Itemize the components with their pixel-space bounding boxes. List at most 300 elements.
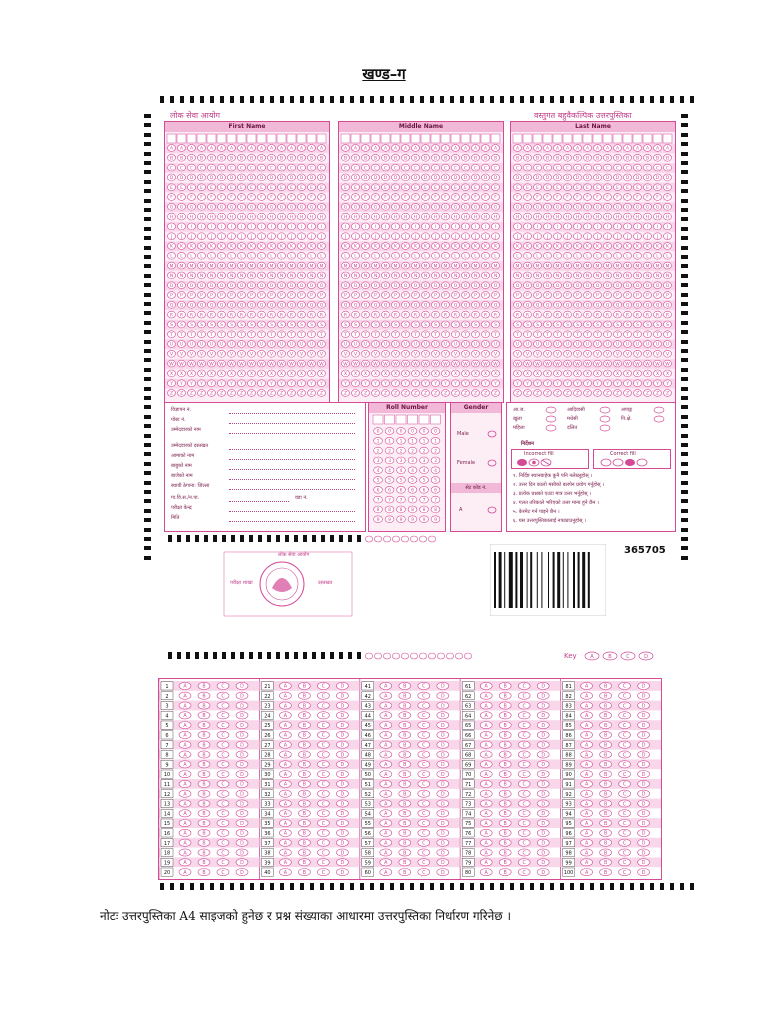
strip-mark [321, 652, 325, 659]
timing-mark [560, 883, 564, 890]
bubble-letter: T [494, 332, 497, 338]
incorrect-fill-example [511, 449, 589, 469]
bubble-letter: L [384, 254, 387, 260]
answer-option-letter: D [541, 723, 546, 729]
bubble-letter: H [309, 215, 314, 221]
timing-mark [670, 883, 674, 890]
bubble-letter: Y [300, 381, 303, 387]
instruction-item: २. उत्तर दिन कालो मसीको बलपेन प्रयोग गर्नुहोस् । [513, 482, 605, 488]
bubble-letter: W [605, 362, 610, 368]
bubble-letter: M [615, 264, 620, 270]
category-bubble[interactable] [545, 406, 557, 414]
bubble-letter: W [483, 362, 488, 368]
timing-mark [270, 883, 274, 890]
bubble-letter: B [565, 156, 570, 162]
bubble-letter: H [595, 215, 600, 221]
bubble-letter: S [190, 323, 193, 329]
bubble-letter: H [473, 215, 478, 221]
answer-option-letter: C [321, 753, 326, 759]
answer-option-letter: D [641, 753, 646, 759]
bubble-letter: Y [180, 381, 183, 387]
bubble-letter: B [299, 156, 304, 162]
bubble-letter: U [189, 342, 194, 348]
bubble-letter: F [404, 195, 407, 201]
bubble-letter: F [374, 195, 377, 201]
name-write-box[interactable] [523, 134, 532, 143]
name-write-box[interactable] [371, 134, 380, 143]
roll-digit: 0 [399, 429, 403, 435]
name-write-box[interactable] [381, 134, 390, 143]
bubble-letter: E [170, 185, 173, 191]
bubble-letter: K [414, 244, 417, 250]
bubble-letter: D [615, 176, 620, 182]
bubble-letter: Q [585, 303, 590, 309]
bubble-letter: S [536, 323, 539, 329]
bubble-letter: B [655, 156, 660, 162]
name-write-box[interactable] [533, 134, 542, 143]
bubble-letter: R [309, 313, 314, 319]
timing-mark [450, 883, 454, 890]
bubble-letter: Q [463, 303, 468, 309]
bubble-letter: L [516, 254, 519, 260]
bubble-letter: Z [575, 391, 580, 397]
bubble-letter: X [353, 372, 358, 378]
name-write-box[interactable] [461, 134, 470, 143]
question-number: 23 [264, 703, 271, 710]
name-write-box[interactable] [277, 134, 286, 143]
bubble-letter: R [555, 313, 560, 319]
bubble-letter: C [393, 166, 398, 172]
bubble-letter: L [606, 254, 609, 260]
form-field-line[interactable] [229, 511, 355, 512]
answer-option-letter: D [641, 772, 646, 778]
name-write-box[interactable] [633, 134, 642, 143]
roll-write-box[interactable] [408, 415, 418, 424]
form-field-label: उम्मेदवारको दस्तखत [171, 443, 209, 449]
roll-write-box[interactable] [373, 415, 383, 424]
question-number: 58 [364, 850, 371, 857]
bubble-letter: K [656, 244, 659, 250]
name-write-box[interactable] [237, 134, 246, 143]
question-number: 5 [165, 723, 169, 730]
timing-mark [530, 883, 534, 890]
category-bubble[interactable] [599, 424, 611, 432]
bubble-letter: T [394, 332, 397, 338]
name-write-box[interactable] [421, 134, 430, 143]
question-number: 53 [364, 801, 371, 808]
bubble-letter: F [230, 195, 233, 201]
answer-option-letter: A [584, 694, 589, 700]
name-write-box[interactable] [197, 134, 206, 143]
answer-option-letter: C [422, 831, 426, 837]
answer-option-letter: D [541, 821, 546, 827]
name-write-box[interactable] [653, 134, 662, 143]
bubble-letter: A [189, 146, 194, 152]
name-write-box[interactable] [217, 134, 226, 143]
form-field-line[interactable] [229, 501, 289, 502]
answer-option-letter: C [422, 772, 426, 778]
bubble-letter: F [536, 195, 539, 201]
timing-mark [330, 96, 334, 103]
answer-option-letter: B [503, 753, 507, 759]
bubble-letter: T [666, 332, 669, 338]
bubble-letter: L [210, 254, 213, 260]
timing-mark [390, 96, 394, 103]
bubble-letter: B [383, 156, 388, 162]
answer-option-letter: D [541, 753, 546, 759]
name-write-box[interactable] [227, 134, 236, 143]
question-number: 3 [165, 703, 169, 710]
bubble-letter: R [383, 313, 388, 319]
bubble-letter: Q [289, 303, 294, 309]
name-write-box[interactable] [307, 134, 316, 143]
timing-mark [520, 96, 524, 103]
bubble-letter: C [625, 166, 630, 172]
bubble-letter: R [655, 313, 660, 319]
bubble-letter: R [645, 313, 650, 319]
bubble-letter: Z [625, 391, 630, 397]
answer-option-letter: D [541, 743, 546, 749]
roll-digit: 1 [411, 439, 414, 445]
answer-option-letter: A [283, 694, 288, 700]
barcode-bar [541, 552, 542, 608]
bubble-letter: W [615, 362, 620, 368]
bubble-letter: J [374, 234, 377, 240]
answer-option-letter: B [403, 792, 407, 798]
form-field-line[interactable] [229, 413, 355, 414]
question-number: 14 [163, 811, 171, 818]
name-write-box[interactable] [297, 134, 306, 143]
timing-mark [681, 293, 688, 297]
timing-mark [144, 321, 151, 325]
timing-mark [680, 96, 684, 103]
bubble-letter: A [515, 146, 520, 152]
form-field-line[interactable] [229, 489, 355, 490]
name-write-box[interactable] [613, 134, 622, 143]
timing-mark [430, 96, 434, 103]
name-write-box[interactable] [167, 134, 176, 143]
bubble-letter: T [200, 332, 203, 338]
name-write-box[interactable] [491, 134, 500, 143]
answer-option-letter: D [340, 792, 345, 798]
bubble-letter: N [249, 274, 254, 280]
category-bubble[interactable] [545, 415, 557, 423]
timing-mark [660, 883, 664, 890]
roll-write-box[interactable] [396, 415, 406, 424]
timing-mark [450, 96, 454, 103]
strip-mark [186, 535, 190, 542]
roll-digit: 2 [411, 449, 414, 455]
name-write-box[interactable] [513, 134, 522, 143]
bubble-letter: W [545, 362, 550, 368]
answer-option-letter: C [321, 743, 326, 749]
answer-option-letter: B [603, 812, 608, 818]
bubble-letter: E [300, 185, 303, 191]
bubble-letter: P [424, 293, 427, 299]
gender-male-bubble[interactable] [487, 430, 497, 438]
bubble-letter: X [383, 372, 388, 378]
name-write-box[interactable] [583, 134, 592, 143]
timing-mark [540, 883, 544, 890]
timing-mark [360, 96, 364, 103]
bubble-letter: T [374, 332, 377, 338]
name-write-box[interactable] [317, 134, 326, 143]
answer-option-letter: A [484, 772, 488, 778]
form-field-line[interactable] [229, 433, 355, 434]
bubble-letter: I [666, 225, 669, 231]
name-write-box[interactable] [441, 134, 450, 143]
bubble-letter: P [190, 293, 193, 299]
strip-mark [267, 652, 271, 659]
name-write-box[interactable] [361, 134, 370, 143]
bubble-letter: M [209, 264, 214, 270]
answer-option-letter: D [340, 831, 345, 837]
roll-digit: 0 [376, 429, 380, 435]
bubble-letter: S [270, 323, 273, 329]
serial-number: 365705 [624, 545, 666, 556]
strip-mark [168, 652, 172, 659]
bubble-letter: F [260, 195, 263, 201]
bubble-letter: K [180, 244, 183, 250]
bubble-letter: X [393, 372, 398, 378]
bubble-letter: P [546, 293, 549, 299]
roll-digit: 4 [399, 468, 403, 474]
roll-digit: 9 [422, 517, 426, 523]
name-write-box[interactable] [603, 134, 612, 143]
bubble-letter: M [403, 264, 408, 270]
category-bubble[interactable] [599, 406, 611, 414]
bubble-letter: I [616, 225, 619, 231]
bubble-letter: O [463, 283, 468, 289]
bubble-letter: W [535, 362, 540, 368]
bubble-letter: Z [443, 391, 448, 397]
name-write-box[interactable] [471, 134, 480, 143]
bubble-letter: U [555, 342, 560, 348]
bubble-letter: Y [190, 381, 193, 387]
bubble-letter: Z [199, 391, 204, 397]
bubble-letter: V [309, 352, 314, 358]
form-field-label: उम्मेदवारको नाम [171, 427, 201, 433]
bubble-letter: F [170, 195, 173, 201]
bubble-letter: H [289, 215, 294, 221]
question-number: 70 [465, 772, 472, 779]
timing-mark [681, 114, 688, 118]
bubble-letter: A [249, 146, 254, 152]
roll-digit: 5 [411, 478, 414, 484]
answer-option-letter: A [384, 772, 388, 778]
form-field-line[interactable] [229, 479, 355, 480]
roll-digit: 6 [422, 488, 426, 494]
timing-mark [380, 96, 384, 103]
bubble-letter: I [434, 225, 437, 231]
answer-option-letter: D [641, 870, 646, 876]
answer-option-letter: D [340, 782, 345, 788]
bubble-letter: E [566, 185, 569, 191]
timing-mark [620, 883, 624, 890]
form-field-label: बाजेको नाम [171, 473, 193, 479]
timing-mark [440, 96, 444, 103]
bubble-letter: Z [635, 391, 640, 397]
name-write-box[interactable] [401, 134, 410, 143]
roll-digit: 4 [411, 468, 414, 474]
answer-option-letter: C [422, 753, 426, 759]
bubble-letter: J [526, 234, 529, 240]
name-write-box[interactable] [341, 134, 350, 143]
bubble-letter: L [170, 254, 173, 260]
answer-option-letter: C [622, 772, 627, 778]
name-write-box[interactable] [663, 134, 672, 143]
bubble-letter: W [179, 362, 184, 368]
answer-option-letter: A [384, 743, 388, 749]
answer-option-letter: D [641, 821, 646, 827]
first-name-bubble-grid [165, 122, 329, 402]
bubble-letter: I [374, 225, 377, 231]
category-bubble[interactable] [653, 406, 665, 414]
name-write-box[interactable] [411, 134, 420, 143]
bubble-letter: E [656, 185, 659, 191]
roll-write-box[interactable] [419, 415, 429, 424]
name-write-box[interactable] [573, 134, 582, 143]
answer-option-letter: B [403, 802, 407, 808]
bubble-letter: P [374, 293, 377, 299]
answer-option-letter: A [584, 714, 589, 720]
name-write-box[interactable] [451, 134, 460, 143]
answer-option-letter: B [603, 763, 608, 769]
timing-mark [681, 518, 688, 522]
bubble-letter: U [309, 342, 314, 348]
bubble-letter: Y [464, 381, 467, 387]
question-number: 52 [364, 791, 371, 798]
name-write-box[interactable] [287, 134, 296, 143]
bubble-letter: Q [259, 303, 264, 309]
bubble-letter: X [199, 372, 204, 378]
bubble-letter: U [665, 342, 670, 348]
bubble-letter: N [575, 274, 580, 280]
bubble-letter: J [566, 234, 569, 240]
roll-digit: 3 [411, 459, 414, 465]
name-write-box[interactable] [351, 134, 360, 143]
bubble-letter: S [434, 323, 437, 329]
timing-mark [250, 96, 254, 103]
category-bubble[interactable] [653, 415, 665, 423]
roll-write-box[interactable] [431, 415, 441, 424]
set-code-bubble[interactable] [487, 506, 497, 514]
category-label: खुला [513, 416, 522, 422]
name-write-box[interactable] [623, 134, 632, 143]
form-field-line[interactable] [229, 459, 355, 460]
answer-option-letter: B [302, 782, 307, 788]
name-write-box[interactable] [187, 134, 196, 143]
gender-female-bubble[interactable] [487, 459, 497, 467]
question-number: 87 [565, 742, 572, 749]
bubble-letter: Z [249, 391, 254, 397]
name-write-box[interactable] [207, 134, 216, 143]
bubble-letter: E [364, 185, 367, 191]
form-field-line[interactable] [229, 423, 355, 424]
name-write-box[interactable] [553, 134, 562, 143]
bubble-letter: M [483, 264, 488, 270]
name-write-box[interactable] [593, 134, 602, 143]
name-write-box[interactable] [391, 134, 400, 143]
category-bubble[interactable] [545, 424, 557, 432]
roll-digit: 6 [411, 488, 414, 494]
form-field-line[interactable] [229, 469, 355, 470]
bubble-letter: A [363, 146, 368, 152]
timing-mark [681, 199, 688, 203]
timing-mark [400, 96, 404, 103]
bubble-letter: M [393, 264, 398, 270]
name-write-box[interactable] [267, 134, 276, 143]
answer-option-letter: D [240, 802, 244, 808]
answer-option-letter: B [302, 841, 307, 847]
form-field-line[interactable] [229, 521, 355, 522]
bubble-letter: C [279, 166, 284, 172]
bubble-letter: D [279, 176, 284, 182]
answer-option-letter: A [384, 733, 388, 739]
name-write-box[interactable] [247, 134, 256, 143]
answer-option-letter: D [240, 772, 244, 778]
bubble-letter: D [179, 176, 184, 182]
name-write-box[interactable] [563, 134, 572, 143]
question-number: 17 [163, 840, 171, 847]
name-write-box[interactable] [177, 134, 186, 143]
answer-option-letter: B [302, 821, 307, 827]
name-write-box[interactable] [543, 134, 552, 143]
timing-mark [240, 96, 244, 103]
bubble-letter: E [454, 185, 457, 191]
bubble-letter: O [239, 283, 244, 289]
answer-option-letter: A [484, 723, 488, 729]
timing-mark [630, 96, 634, 103]
roll-write-box[interactable] [385, 415, 395, 424]
roll-digit: 3 [422, 459, 426, 465]
bubble-letter: H [493, 215, 498, 221]
strip-mark [303, 535, 307, 542]
answer-option-letter: C [522, 802, 526, 808]
bubble-letter: W [665, 362, 670, 368]
answer-option-letter: B [403, 684, 407, 690]
answer-option-letter: D [240, 753, 244, 759]
bubble-letter: O [269, 283, 274, 289]
bubble-letter: R [289, 313, 294, 319]
answer-option-letter: C [422, 812, 426, 818]
category-bubble[interactable] [599, 415, 611, 423]
bubble-letter: P [384, 293, 387, 299]
name-write-box[interactable] [643, 134, 652, 143]
bubble-letter: W [299, 362, 304, 368]
bubble-letter: G [515, 205, 520, 211]
bubble-letter: X [209, 372, 214, 378]
bubble-letter: J [484, 234, 487, 240]
answer-option-letter: D [440, 821, 445, 827]
answer-option-letter: A [283, 733, 288, 739]
strip-mark [303, 652, 307, 659]
bubble-letter: S [636, 323, 639, 329]
roll-digit: 7 [399, 498, 403, 504]
timing-mark [144, 227, 151, 231]
name-write-box[interactable] [257, 134, 266, 143]
bubble-letter: E [210, 185, 213, 191]
form-field-line[interactable] [229, 449, 355, 450]
bubble-letter: C [309, 166, 314, 172]
timing-mark [480, 883, 484, 890]
name-write-box[interactable] [431, 134, 440, 143]
bubble-letter: C [515, 166, 520, 172]
bubble-letter: D [545, 176, 550, 182]
name-write-box[interactable] [481, 134, 490, 143]
bubble-letter: E [626, 185, 629, 191]
bubble-letter: F [290, 195, 293, 201]
